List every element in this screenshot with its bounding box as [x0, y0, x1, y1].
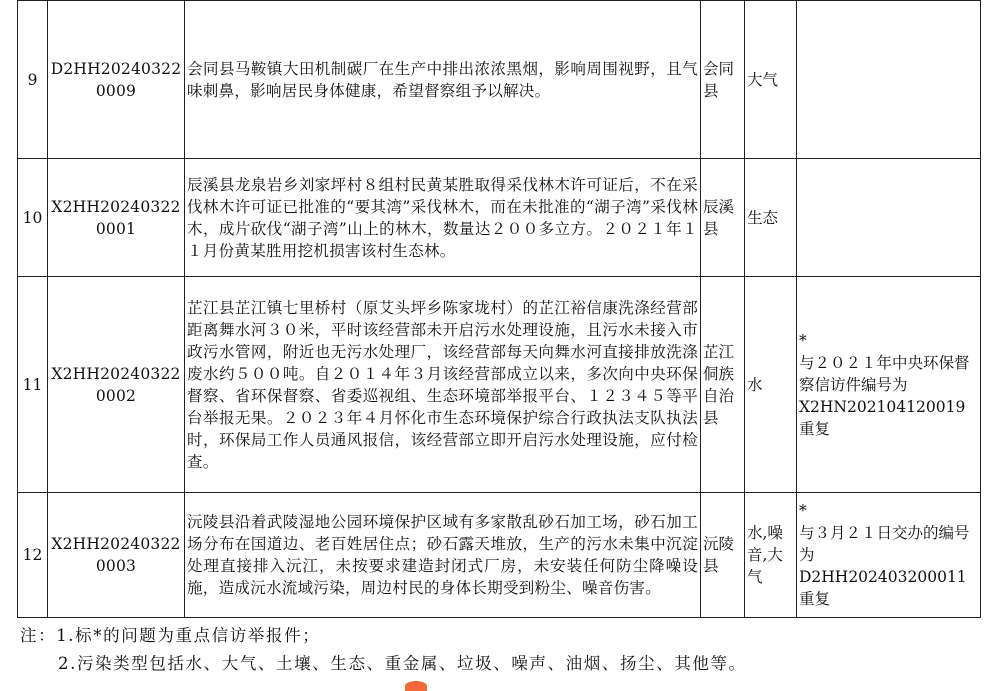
- remark-line: *: [799, 502, 807, 520]
- remark-line: 与２０２１年中央环保督察信访件编号为: [799, 353, 970, 394]
- table-row: [18, 1, 981, 159]
- table-row: [18, 277, 981, 493]
- remarks-cell: [797, 1, 981, 159]
- case-id-line-2: 0002: [95, 386, 137, 405]
- case-id-line-2: 0001: [95, 219, 137, 238]
- remark-line: D2HH202403200011: [799, 568, 967, 586]
- remark-line: 重复: [799, 419, 831, 438]
- row-number: 9: [18, 1, 48, 159]
- remark-line: X2HN202104120019: [799, 397, 966, 416]
- complaint-description: 辰溪县龙泉岩乡刘家坪村８组村民黄某胜取得采伐林木许可证后，不在采伐林木许可证已批准的“要其湾”采伐林木，而在未批准的“湖子湾”采伐林木，成片砍伐“湖子湾”山上的林木，数量达２００多立方。２０２１年１１月份黄某胜用挖机损害该村生态林。: [185, 159, 701, 277]
- case-id: [48, 277, 185, 493]
- remark-line: 与３月２１日交办的编号为: [799, 524, 970, 564]
- county-name: 会同县: [701, 1, 745, 159]
- county-name: 辰溪县: [701, 159, 745, 277]
- notes-section: [20, 622, 747, 678]
- case-id-line-1: X2HH20240322: [51, 197, 181, 216]
- complaint-description: 会同县马鞍镇大田机制碳厂在生产中排出浓浓黑烟，影响周围视野，且气味刺鼻，影响居民身体健康，希望督察组予以解决。: [185, 1, 701, 159]
- case-id: [48, 493, 185, 618]
- county-name: 沅陵县: [701, 493, 745, 618]
- remarks-cell: [797, 277, 981, 493]
- pollution-type: 大气: [745, 1, 797, 159]
- remarks-cell: [797, 493, 981, 618]
- pollution-type: 水,噪音,大气: [745, 493, 797, 618]
- table-body: [18, 1, 981, 618]
- decorative-logo-fragment: [405, 681, 427, 691]
- pollution-type: 水: [745, 277, 797, 493]
- remarks-cell: [797, 159, 981, 277]
- case-id-line-1: X2HH20240322: [51, 535, 181, 553]
- table-row: [18, 159, 981, 277]
- remark-line: *: [799, 331, 807, 350]
- case-id-line-1: D2HH20240322: [50, 59, 182, 78]
- complaints-table: [17, 0, 981, 618]
- case-id-line-2: 0003: [95, 557, 137, 575]
- complaint-description: 芷江县芷江镇七里桥村（原艾头坪乡陈家垅村）的芷江裕信康洗涤经营部距离舞水河３０米，平时该经营部未开启污水处理设施，且污水未接入市政污水管网，附近也无污水处理厂，该经营部每天向舞水河直接排放洗涤废水约５００吨。自２０１４年３月该经营部成立以来，多次向中央环保督察、省环保督察、省委巡视组、生态环境部举报平台、１２３４５等平台举报无果。２０２３年４月怀化市生态环境保护综合行政执法支队执法时，环保局工作人员通风报信，该经营部立即开启污水处理设施，应付检查。: [185, 277, 701, 493]
- case-id-line-1: X2HH20240322: [51, 364, 181, 383]
- remark-line: 重复: [799, 590, 831, 608]
- row-number: 10: [18, 159, 48, 277]
- note-line-1: 注：1.标*的问题为重点信访举报件；: [20, 626, 321, 645]
- pollution-type: 生态: [745, 159, 797, 277]
- county-name: 芷江侗族自治县: [701, 277, 745, 493]
- case-id: [48, 1, 185, 159]
- row-number: 12: [18, 493, 48, 618]
- case-id: [48, 159, 185, 277]
- case-id-line-2: 0009: [95, 81, 137, 100]
- table-row: [18, 493, 981, 618]
- row-number: 11: [18, 277, 48, 493]
- complaint-description: 沅陵县沿着武陵湿地公园环境保护区域有多家散乱砂石加工场，砂石加工场分布在国道边、老百姓居住点；砂石露天堆放，生产的污水未集中沉淀处理直接排入沅江，未按要求建造封闭式厂房，未安装任何防尘降噪设施，造成沅水流域污染，周边村民的身体长期受到粉尘、噪音伤害。: [185, 493, 701, 618]
- note-line-2: 2.污染类型包括水、大气、土壤、生态、重金属、垃圾、噪声、油烟、扬尘、其他等。: [58, 654, 747, 673]
